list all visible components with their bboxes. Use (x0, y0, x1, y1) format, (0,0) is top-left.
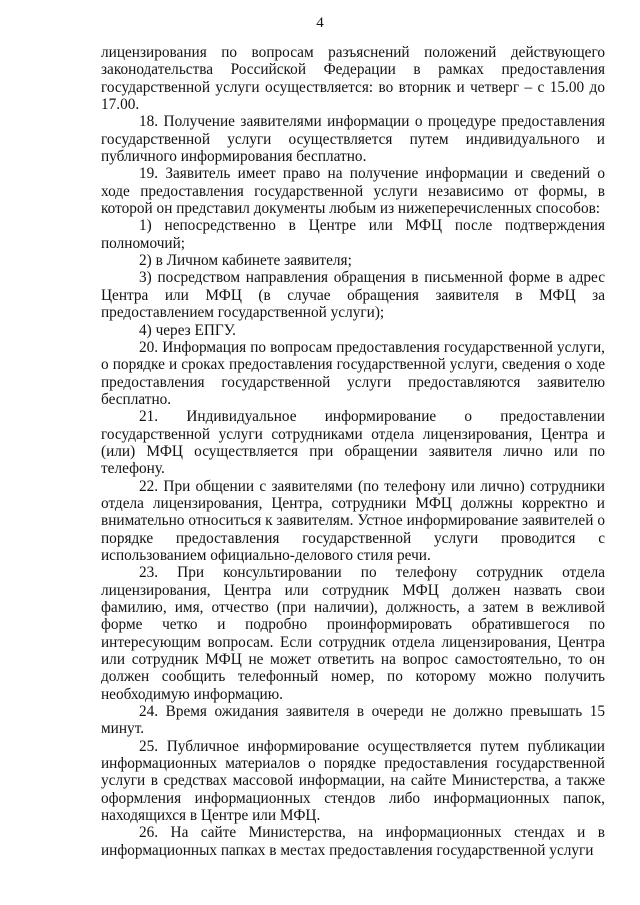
paragraph-17-continuation: лицензирования по вопросам разъяснений положений действующего законодательства Российской Федерации в рамках предоставления государственной услуги осуществляется: во вторник и четверг – с 15.00 до 17.00. (101, 44, 605, 114)
page-number: 4 (316, 15, 324, 31)
list-item-19-2: 2) в Личном кабинете заявителя; (139, 252, 352, 270)
list-item-19-4: 4) через ЕПГУ. (139, 321, 236, 339)
paragraph-23: 23. При консультировании по телефону сотрудник отдела лицензирования, Центра или сотрудник МФЦ должен назвать свои фамилию, имя, отчество (при наличии), должность, а затем в вежливой форме четко и подробно проинформировать обратившегося по интересующим вопросам. Если сотрудник отдела лицензирования, Центра или сотрудник МФЦ не может ответить на вопрос самостоятельно, то он должен сообщить телефонный номер, по которому можно получить необходимую информацию. (101, 564, 605, 703)
paragraph-26: 26. На сайте Министерства, на информационных стендах и в информационных папках в местах предоставления государственной услуги (101, 824, 605, 859)
paragraph-21: 21. Индивидуальное информирование о предоставлении государственной услуги сотрудниками отдела лицензирования, Центра и (или) МФЦ осуществляется при обращении заявителя лично или по телефону. (101, 408, 605, 478)
paragraph-19: 19. Заявитель имеет право на получение информации и сведений о ходе предоставления государственной услуги независимо от формы, в которой он представил документы любым из нижеперечисленных способов: (101, 165, 605, 218)
paragraph-24: 24. Время ожидания заявителя в очереди не должно превышать 15 минут. (101, 703, 605, 738)
document-body (101, 44, 605, 859)
paragraph-18: 18. Получение заявителями информации о процедуре предоставления государственной услуги осуществляется путем индивидуального и публичного информирования бесплатно. (101, 113, 605, 166)
list-item-19-3: 3) посредством направления обращения в письменной форме в адрес Центра или МФЦ (в случае обращения заявителя в МФЦ за предоставлением государственной услуги); (101, 269, 605, 322)
paragraph-22: 22. При общении с заявителями (по телефону или лично) сотрудники отдела лицензирования, Центра, сотрудники МФЦ должны корректно и внимательно относиться к заявителям. Устное информирование заявителей о порядке предоставления государственной услуги проводится с использованием официально-делового стиля речи. (101, 477, 605, 564)
paragraph-20: 20. Информация по вопросам предоставления государственной услуги, о порядке и сроках предоставления государственной услуги, сведения о ходе предоставления государственной услуги предоставляются заявителю бесплатно. (101, 338, 605, 408)
list-item-19-1: 1) непосредственно в Центре или МФЦ после подтверждения полномочий; (101, 217, 605, 252)
paragraph-25: 25. Публичное информирование осуществляется путем публикации информационных материалов о порядке предоставления государственной услуги в средствах массовой информации, на сайте Министерства, а также оформления информационных стендов либо информационных папок, находящихся в Центре или МФЦ. (101, 737, 605, 825)
